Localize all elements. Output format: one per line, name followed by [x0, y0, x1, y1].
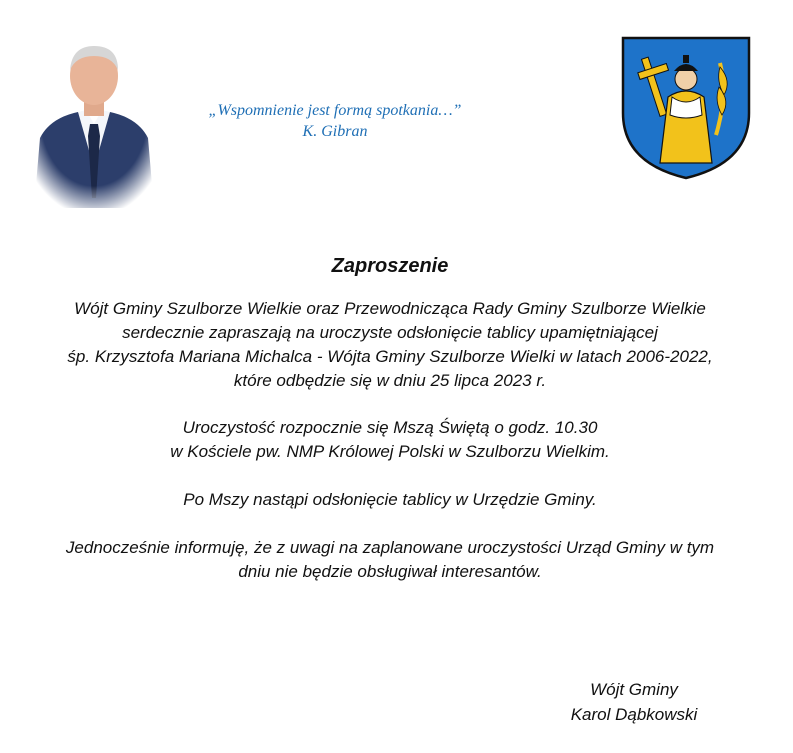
coat-of-arms-icon — [620, 35, 752, 181]
paragraph-line: Wójt Gminy Szulborze Wielkie oraz Przewodnicząca Rady Gminy Szulborze Wielkie — [74, 299, 706, 318]
quote-author: K. Gibran — [302, 123, 368, 140]
quote-block — [200, 100, 470, 142]
paragraph-line: serdecznie zapraszają na uroczyste odsłonięcie tablicy upamiętniającej — [122, 323, 658, 342]
invitation-body — [0, 297, 780, 584]
signature-role: Wójt Gminy — [590, 680, 678, 699]
paragraph-line: Po Mszy nastąpi odsłonięcie tablicy w Urzędzie Gminy. — [183, 490, 597, 509]
paragraph-line: Uroczystość rozpocznie się Mszą Świętą o godz. 10.30 — [182, 418, 598, 437]
paragraph-line: śp. Krzysztofa Mariana Michalca - Wójta Gminy Szulborze Wielki w latach 2006-2022, — [67, 347, 713, 366]
paragraph-line: Jednocześnie informuję, że z uwagi na zaplanowane uroczystości Urząd Gminy w tym — [65, 538, 715, 557]
paragraph-line: dniu nie będzie obsługiwał interesantów. — [238, 562, 542, 581]
paragraph-line: które odbędzie się w dniu 25 lipca 2023 r. — [233, 371, 547, 390]
page-title: Zaproszenie — [331, 255, 449, 277]
signature-name: Karol Dąbkowski — [570, 705, 698, 724]
signature-block — [534, 677, 734, 727]
portrait-photo — [30, 38, 158, 208]
paragraph-line: w Kościele pw. NMP Królowej Polski w Szulborzu Wielkim. — [170, 442, 610, 461]
quote-text: „Wspomnienie jest formą spotkania…” — [208, 102, 462, 119]
